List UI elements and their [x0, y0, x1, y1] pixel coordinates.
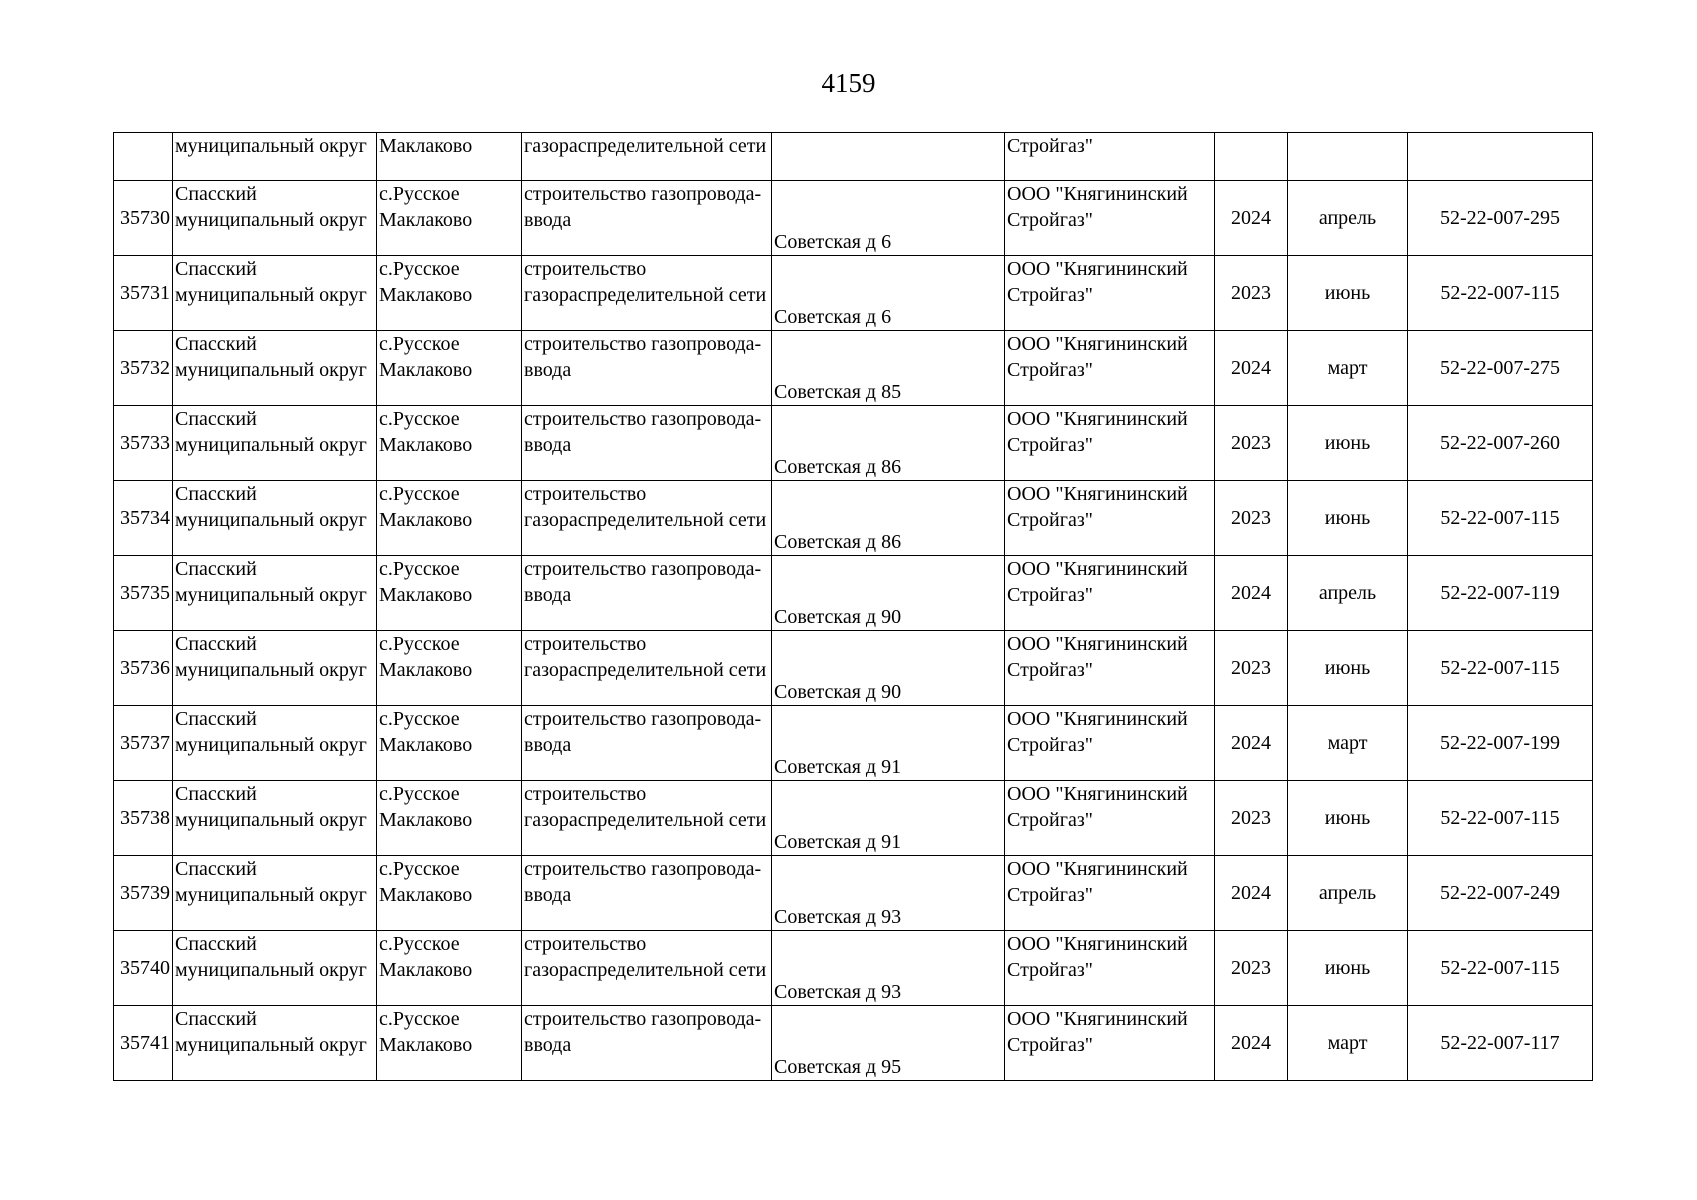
- cell-district: [173, 406, 377, 481]
- cell-code: 52-22-007-117: [1408, 1006, 1593, 1081]
- cell-contractor-line2: Стройгаз": [1007, 284, 1093, 306]
- table-body: [114, 133, 1593, 1081]
- cell-district-line2: муниципальный округ: [175, 209, 367, 231]
- cell-settlement-line2: Маклаково: [379, 584, 473, 606]
- cell-work-line2: ввода: [524, 584, 572, 606]
- cell-contractor: [1005, 406, 1215, 481]
- cell-work: [522, 406, 772, 481]
- cell-address: Советская д 85: [772, 331, 1005, 406]
- cell-district-line1: Спасский: [175, 483, 257, 505]
- cell-settlement: [377, 631, 522, 706]
- table-row: [114, 1006, 1593, 1081]
- cell-work: [522, 556, 772, 631]
- cell-work: [522, 181, 772, 256]
- table-row-continued: [114, 133, 1593, 181]
- cell-work: [522, 133, 772, 181]
- cell-num: 35731: [114, 256, 173, 331]
- cell-settlement: [377, 256, 522, 331]
- cell-work-line1: строительство газопровода-: [524, 558, 762, 580]
- cell-work-line2: ввода: [524, 1034, 572, 1056]
- cell-work-line2: ввода: [524, 884, 572, 906]
- cell-settlement-line2: Маклаково: [379, 884, 473, 906]
- cell-district-line1: Спасский: [175, 933, 257, 955]
- cell-district-line1: Спасский: [175, 783, 257, 805]
- cell-settlement-line1: с.Русское: [379, 858, 460, 880]
- table-row: [114, 856, 1593, 931]
- table-row: [114, 556, 1593, 631]
- table-row: [114, 181, 1593, 256]
- cell-district-line1: Спасский: [175, 708, 257, 730]
- cell-work-line1: строительство: [524, 633, 647, 655]
- cell-year: 2024: [1215, 181, 1288, 256]
- cell-settlement-line1: с.Русское: [379, 333, 460, 355]
- cell-work-line2: ввода: [524, 359, 572, 381]
- cell-year: 2024: [1215, 856, 1288, 931]
- cell-contractor-line1: ООО "Княгининский: [1007, 933, 1188, 955]
- cell-district-line2: муниципальный округ: [175, 584, 367, 606]
- cell-contractor-line2: Стройгаз": [1007, 509, 1093, 531]
- cell-year: 2023: [1215, 631, 1288, 706]
- cell-settlement-line2: Маклаково: [379, 959, 473, 981]
- table-row: [114, 631, 1593, 706]
- cell-settlement: [377, 1006, 522, 1081]
- cell-year: 2024: [1215, 1006, 1288, 1081]
- cell-work-line1: строительство газопровода-: [524, 708, 762, 730]
- cell-district-line2: муниципальный округ: [175, 509, 367, 531]
- cell-work: [522, 1006, 772, 1081]
- cell-num: 35737: [114, 706, 173, 781]
- cell-month: март: [1288, 706, 1408, 781]
- cell-month: апрель: [1288, 556, 1408, 631]
- cell-settlement-line2: Маклаково: [379, 734, 473, 756]
- cell-work-line1: строительство газопровода-: [524, 1008, 762, 1030]
- cell-district: [173, 781, 377, 856]
- cell-address: Советская д 93: [772, 856, 1005, 931]
- cell-settlement: [377, 406, 522, 481]
- cell-num: 35736: [114, 631, 173, 706]
- cell-settlement-line1: с.Русское: [379, 1008, 460, 1030]
- cell-contractor: [1005, 481, 1215, 556]
- cell-address: Советская д 6: [772, 256, 1005, 331]
- cell-settlement: [377, 133, 522, 181]
- cell-work: [522, 631, 772, 706]
- cell-year: 2024: [1215, 331, 1288, 406]
- cell-settlement-line2: Маклаково: [379, 359, 473, 381]
- cell-code: 52-22-007-115: [1408, 931, 1593, 1006]
- cell-address: Советская д 90: [772, 631, 1005, 706]
- cell-num: 35733: [114, 406, 173, 481]
- cell-contractor: [1005, 781, 1215, 856]
- cell-work-line2: газораспределительной сети: [524, 809, 767, 831]
- cell-year: 2024: [1215, 556, 1288, 631]
- cell-district-line: муниципальный округ: [175, 135, 367, 157]
- table-row: [114, 931, 1593, 1006]
- cell-work-line2: газораспределительной сети: [524, 284, 767, 306]
- cell-code: 52-22-007-115: [1408, 631, 1593, 706]
- cell-contractor-line2: Стройгаз": [1007, 1034, 1093, 1056]
- cell-settlement: [377, 706, 522, 781]
- cell-month: июнь: [1288, 481, 1408, 556]
- cell-work-line2: газораспределительной сети: [524, 509, 767, 531]
- cell-settlement-line: Маклаково: [379, 135, 473, 157]
- cell-year: 2023: [1215, 256, 1288, 331]
- cell-district-line1: Спасский: [175, 183, 257, 205]
- cell-district: [173, 856, 377, 931]
- cell-code: 52-22-007-275: [1408, 331, 1593, 406]
- cell-address: Советская д 91: [772, 781, 1005, 856]
- cell-code: [1408, 133, 1593, 181]
- cell-num: [114, 133, 173, 181]
- cell-district: [173, 133, 377, 181]
- table-row: [114, 331, 1593, 406]
- registry-table: [113, 132, 1593, 1081]
- cell-settlement-line1: с.Русское: [379, 258, 460, 280]
- cell-code: 52-22-007-115: [1408, 481, 1593, 556]
- cell-settlement: [377, 331, 522, 406]
- cell-month: июнь: [1288, 256, 1408, 331]
- cell-work: [522, 331, 772, 406]
- cell-contractor-line2: Стройгаз": [1007, 884, 1093, 906]
- cell-work: [522, 931, 772, 1006]
- cell-district-line2: муниципальный округ: [175, 434, 367, 456]
- table-row: [114, 481, 1593, 556]
- cell-contractor-line1: ООО "Княгининский: [1007, 333, 1188, 355]
- cell-district-line2: муниципальный округ: [175, 1034, 367, 1056]
- cell-address: Советская д 86: [772, 406, 1005, 481]
- cell-contractor-line1: ООО "Княгининский: [1007, 633, 1188, 655]
- cell-code: 52-22-007-295: [1408, 181, 1593, 256]
- cell-district-line1: Спасский: [175, 258, 257, 280]
- cell-contractor-line2: Стройгаз": [1007, 359, 1093, 381]
- cell-work-line1: строительство газопровода-: [524, 183, 762, 205]
- cell-month: март: [1288, 1006, 1408, 1081]
- cell-num: 35732: [114, 331, 173, 406]
- cell-year: 2023: [1215, 931, 1288, 1006]
- cell-address: [772, 133, 1005, 181]
- cell-work-line1: строительство газопровода-: [524, 333, 762, 355]
- cell-work: [522, 481, 772, 556]
- cell-code: 52-22-007-199: [1408, 706, 1593, 781]
- cell-settlement-line2: Маклаково: [379, 659, 473, 681]
- cell-num: 35739: [114, 856, 173, 931]
- cell-contractor-line1: ООО "Княгининский: [1007, 258, 1188, 280]
- cell-district: [173, 1006, 377, 1081]
- cell-district: [173, 181, 377, 256]
- cell-district-line2: муниципальный округ: [175, 359, 367, 381]
- cell-district-line1: Спасский: [175, 333, 257, 355]
- cell-address: Советская д 93: [772, 931, 1005, 1006]
- cell-contractor-line2: Стройгаз": [1007, 734, 1093, 756]
- cell-district-line1: Спасский: [175, 858, 257, 880]
- cell-settlement-line1: с.Русское: [379, 558, 460, 580]
- cell-settlement: [377, 931, 522, 1006]
- cell-code: 52-22-007-115: [1408, 256, 1593, 331]
- cell-month: июнь: [1288, 406, 1408, 481]
- cell-contractor: [1005, 706, 1215, 781]
- cell-work-line1: строительство: [524, 483, 647, 505]
- cell-num: 35741: [114, 1006, 173, 1081]
- cell-work-line1: строительство: [524, 783, 647, 805]
- cell-month: июнь: [1288, 931, 1408, 1006]
- cell-year: 2023: [1215, 781, 1288, 856]
- cell-month: июнь: [1288, 631, 1408, 706]
- cell-contractor: [1005, 556, 1215, 631]
- cell-district: [173, 931, 377, 1006]
- cell-district-line1: Спасский: [175, 408, 257, 430]
- cell-month: [1288, 133, 1408, 181]
- cell-district-line2: муниципальный округ: [175, 809, 367, 831]
- cell-contractor: [1005, 331, 1215, 406]
- cell-work-line2: ввода: [524, 734, 572, 756]
- cell-settlement-line2: Маклаково: [379, 434, 473, 456]
- cell-year: [1215, 133, 1288, 181]
- cell-contractor-line1: ООО "Княгининский: [1007, 183, 1188, 205]
- cell-address: Советская д 86: [772, 481, 1005, 556]
- cell-settlement: [377, 481, 522, 556]
- cell-district: [173, 631, 377, 706]
- table-row: [114, 706, 1593, 781]
- cell-settlement-line2: Маклаково: [379, 209, 473, 231]
- cell-settlement: [377, 556, 522, 631]
- cell-contractor: [1005, 133, 1215, 181]
- cell-month: март: [1288, 331, 1408, 406]
- cell-address: Советская д 90: [772, 556, 1005, 631]
- cell-settlement-line1: с.Русское: [379, 483, 460, 505]
- cell-settlement-line2: Маклаково: [379, 809, 473, 831]
- cell-contractor: [1005, 856, 1215, 931]
- cell-contractor-line2: Стройгаз": [1007, 584, 1093, 606]
- cell-district-line2: муниципальный округ: [175, 959, 367, 981]
- cell-work-line1: строительство: [524, 258, 647, 280]
- cell-month: апрель: [1288, 856, 1408, 931]
- cell-district: [173, 256, 377, 331]
- cell-contractor-line2: Стройгаз": [1007, 434, 1093, 456]
- cell-settlement-line1: с.Русское: [379, 633, 460, 655]
- cell-work: [522, 706, 772, 781]
- cell-work-line2: газораспределительной сети: [524, 659, 767, 681]
- table-row: [114, 256, 1593, 331]
- cell-year: 2023: [1215, 406, 1288, 481]
- cell-address: Советская д 91: [772, 706, 1005, 781]
- cell-work-line2: ввода: [524, 209, 572, 231]
- cell-contractor-line1: ООО "Княгининский: [1007, 483, 1188, 505]
- cell-num: 35734: [114, 481, 173, 556]
- cell-settlement: [377, 181, 522, 256]
- cell-district-line1: Спасский: [175, 558, 257, 580]
- cell-month: апрель: [1288, 181, 1408, 256]
- cell-work-line2: ввода: [524, 434, 572, 456]
- cell-month: июнь: [1288, 781, 1408, 856]
- cell-settlement-line2: Маклаково: [379, 284, 473, 306]
- cell-district-line1: Спасский: [175, 633, 257, 655]
- cell-work: [522, 781, 772, 856]
- cell-work-line1: строительство: [524, 933, 647, 955]
- cell-settlement-line1: с.Русское: [379, 183, 460, 205]
- cell-code: 52-22-007-249: [1408, 856, 1593, 931]
- cell-contractor-line: Стройгаз": [1007, 135, 1093, 157]
- cell-settlement-line2: Маклаково: [379, 509, 473, 531]
- cell-district: [173, 556, 377, 631]
- cell-district-line2: муниципальный округ: [175, 284, 367, 306]
- cell-settlement-line1: с.Русское: [379, 933, 460, 955]
- cell-contractor-line1: ООО "Княгининский: [1007, 558, 1188, 580]
- cell-year: 2023: [1215, 481, 1288, 556]
- cell-contractor-line2: Стройгаз": [1007, 209, 1093, 231]
- cell-year: 2024: [1215, 706, 1288, 781]
- cell-num: 35730: [114, 181, 173, 256]
- cell-contractor: [1005, 181, 1215, 256]
- cell-code: 52-22-007-260: [1408, 406, 1593, 481]
- cell-contractor-line1: ООО "Княгининский: [1007, 1008, 1188, 1030]
- cell-code: 52-22-007-115: [1408, 781, 1593, 856]
- cell-district: [173, 481, 377, 556]
- cell-work-line1: строительство газопровода-: [524, 408, 762, 430]
- cell-work-line1: строительство газопровода-: [524, 858, 762, 880]
- cell-contractor: [1005, 256, 1215, 331]
- cell-num: 35738: [114, 781, 173, 856]
- cell-district-line2: муниципальный округ: [175, 884, 367, 906]
- cell-contractor-line1: ООО "Княгининский: [1007, 783, 1188, 805]
- cell-address: Советская д 6: [772, 181, 1005, 256]
- cell-settlement-line1: с.Русское: [379, 783, 460, 805]
- table-row: [114, 406, 1593, 481]
- cell-district: [173, 706, 377, 781]
- cell-contractor-line1: ООО "Княгининский: [1007, 408, 1188, 430]
- cell-district-line1: Спасский: [175, 1008, 257, 1030]
- cell-contractor: [1005, 931, 1215, 1006]
- cell-address: Советская д 95: [772, 1006, 1005, 1081]
- cell-contractor-line1: ООО "Княгининский: [1007, 858, 1188, 880]
- cell-contractor: [1005, 631, 1215, 706]
- cell-district: [173, 331, 377, 406]
- cell-contractor-line2: Стройгаз": [1007, 959, 1093, 981]
- cell-settlement-line1: с.Русское: [379, 708, 460, 730]
- cell-contractor-line2: Стройгаз": [1007, 809, 1093, 831]
- cell-district-line2: муниципальный округ: [175, 734, 367, 756]
- cell-work-line2: газораспределительной сети: [524, 959, 767, 981]
- cell-code: 52-22-007-119: [1408, 556, 1593, 631]
- cell-district-line2: муниципальный округ: [175, 659, 367, 681]
- page-number: 4159: [821, 68, 876, 98]
- cell-work-line: газораспределительной сети: [524, 135, 767, 157]
- cell-work: [522, 856, 772, 931]
- cell-settlement-line1: с.Русское: [379, 408, 460, 430]
- cell-contractor: [1005, 1006, 1215, 1081]
- table-row: [114, 781, 1593, 856]
- cell-contractor-line2: Стройгаз": [1007, 659, 1093, 681]
- cell-num: 35740: [114, 931, 173, 1006]
- cell-contractor-line1: ООО "Княгининский: [1007, 708, 1188, 730]
- cell-work: [522, 256, 772, 331]
- cell-settlement: [377, 856, 522, 931]
- cell-settlement-line2: Маклаково: [379, 1034, 473, 1056]
- cell-num: 35735: [114, 556, 173, 631]
- cell-settlement: [377, 781, 522, 856]
